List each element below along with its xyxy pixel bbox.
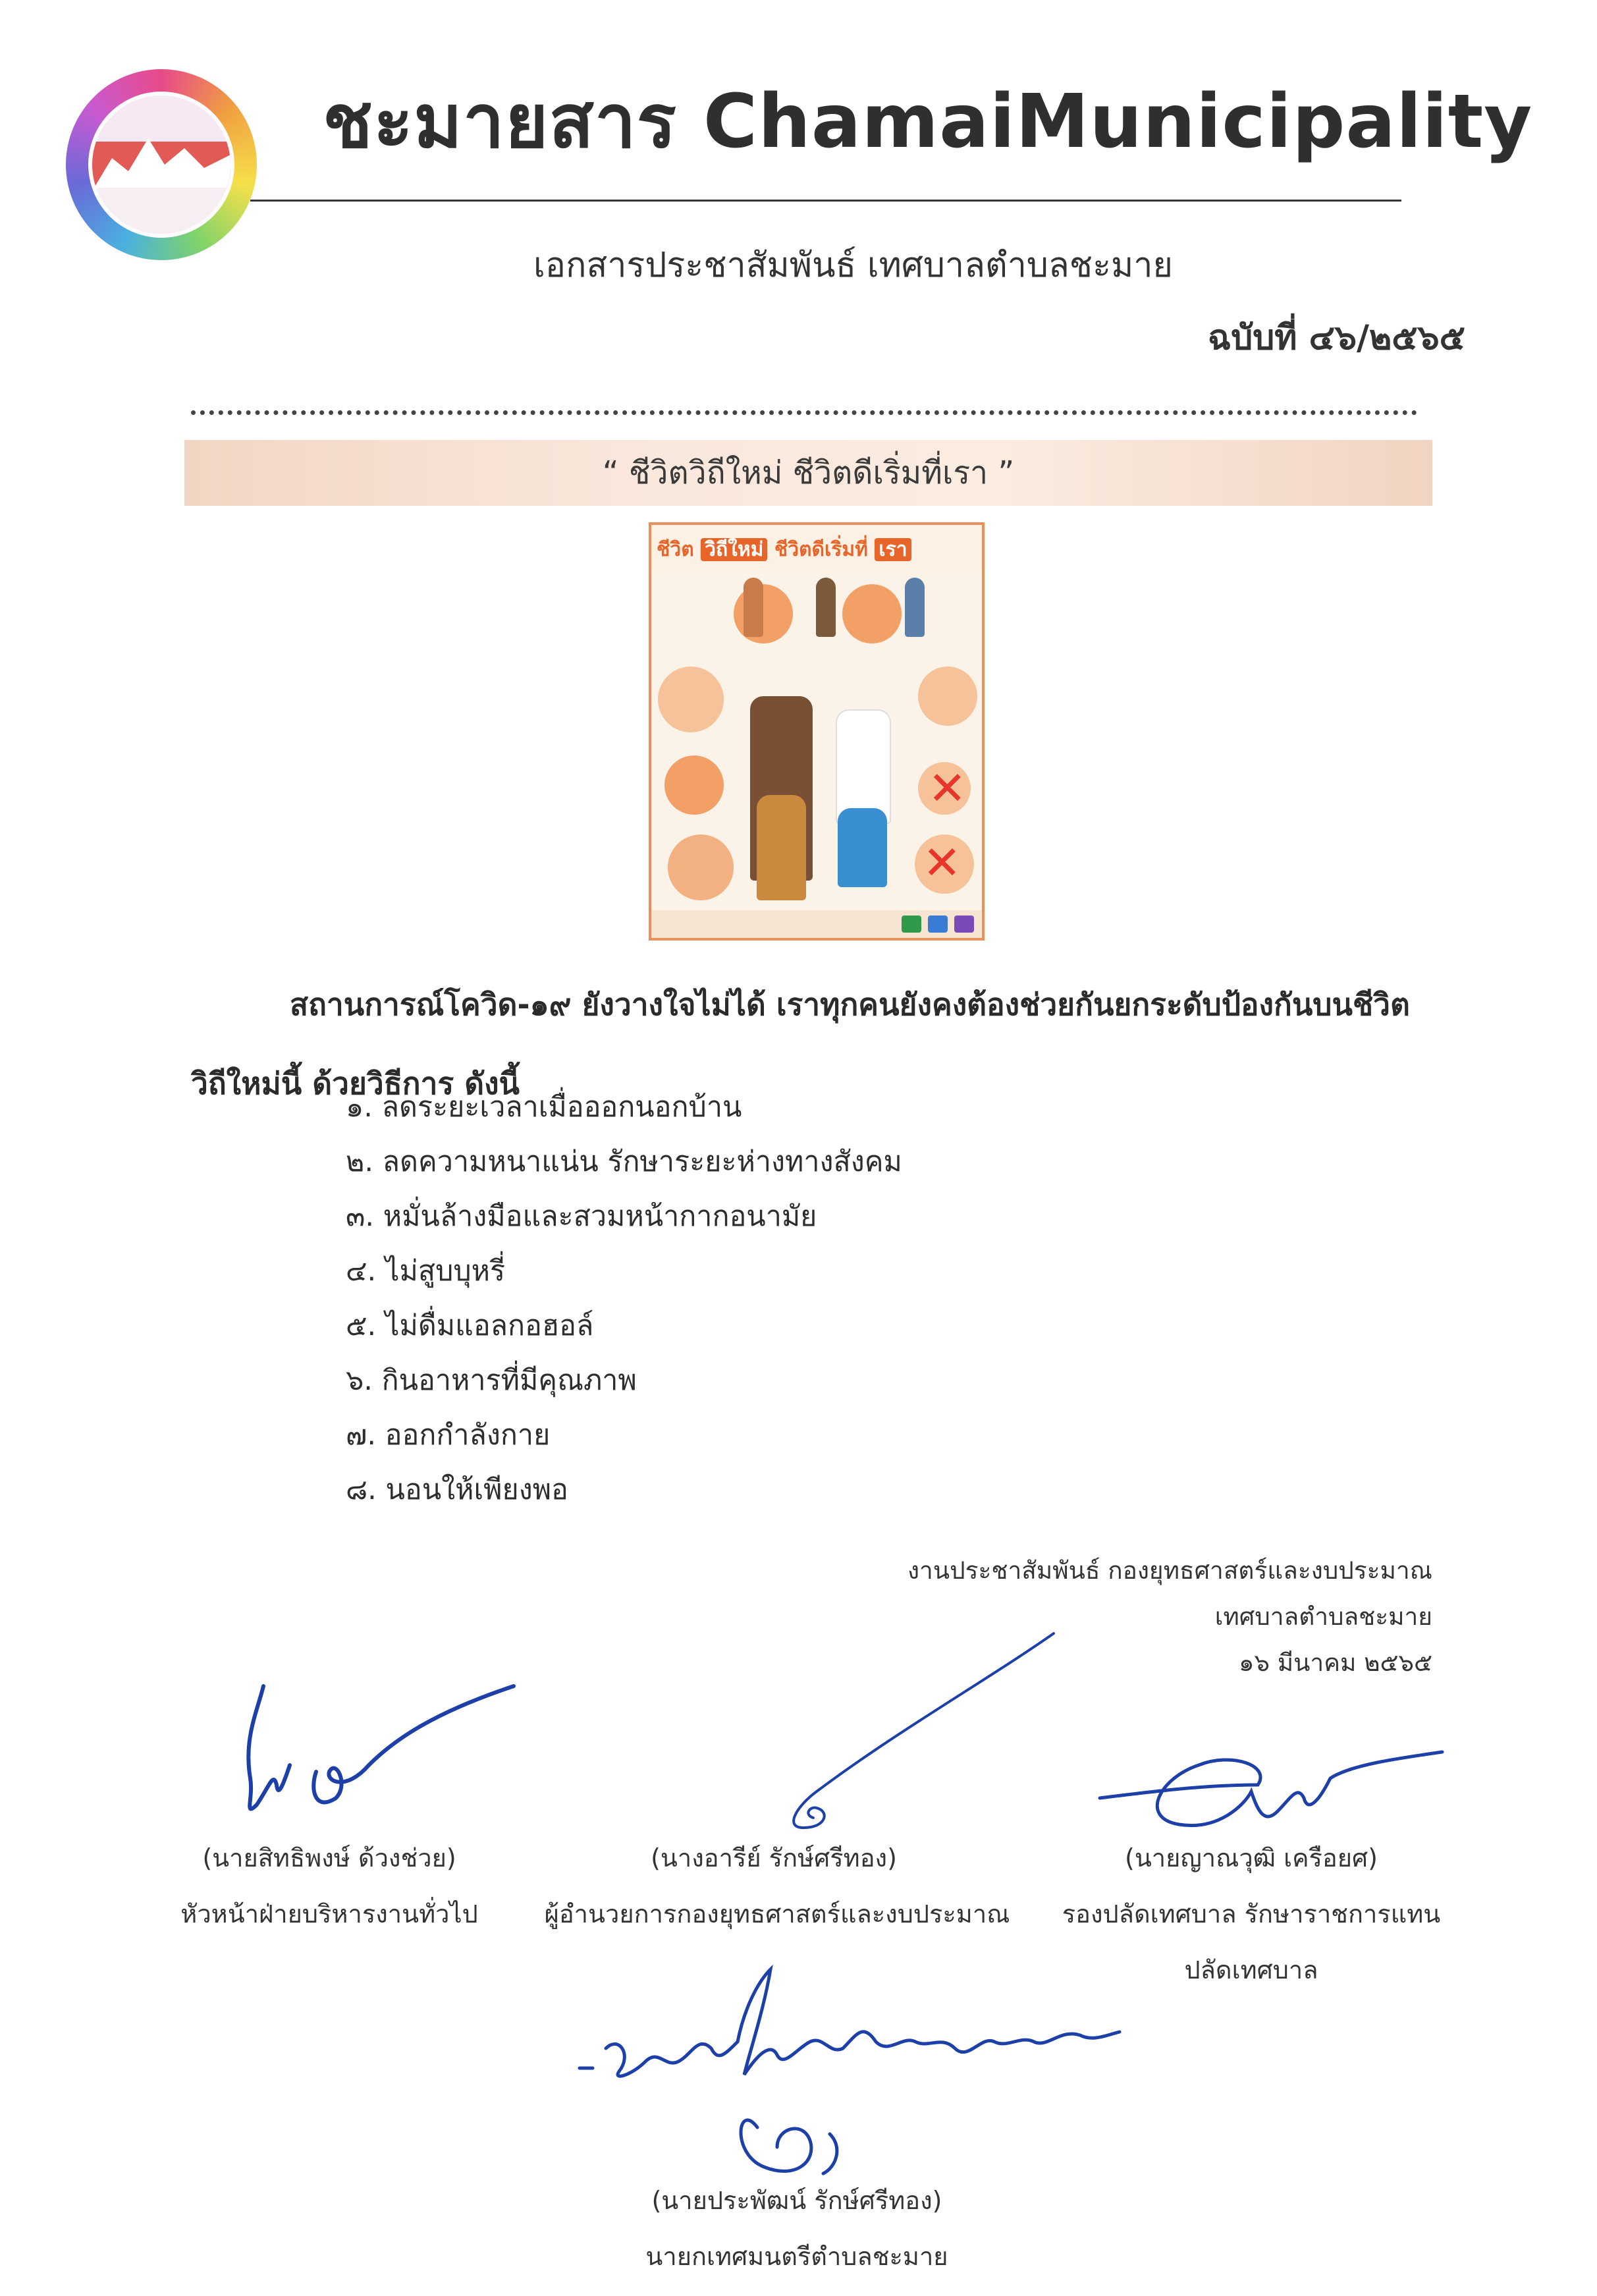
topic-banner: [184, 440, 1432, 506]
municipality-logo: [66, 69, 257, 260]
signatory-right-position: รองปลัดเทศบาล รักษาราชการแทน: [1062, 1900, 1441, 1928]
handwash-illustration: [918, 667, 977, 726]
man-trousers: [757, 795, 806, 900]
poster-title: [657, 534, 911, 565]
prevention-steps-list: [346, 1080, 902, 1517]
list-item: ๗. ออกกำลังกาย: [346, 1419, 551, 1452]
issue-number: ฉบับที่ ๔๖/๒๕๖๕: [1207, 318, 1465, 358]
header-divider: [250, 200, 1401, 202]
list-item: ๕. ไม่ดื่มแอลกอฮอล์: [346, 1309, 594, 1342]
list-item: ๖. กินอาหารที่มีคุณภาพ: [346, 1364, 637, 1397]
signatory-bottom-name: (นายประพัฒน์ รักษ์ศรีทอง): [651, 2186, 942, 2215]
signature-left: [237, 1686, 527, 1844]
issuer-department: งานประชาสัมพันธ์ กองยุทธศาสตร์และงบประมาณ: [907, 1556, 1432, 1585]
banner-title: “ ชีวิตวิถีใหม่ ชีวิตดีเริ่มที่เรา ”: [602, 454, 1015, 491]
cross-icon: ✕: [928, 761, 967, 815]
partner-logo: [902, 916, 921, 933]
poster-circle: [734, 584, 793, 643]
signatory-left-name: (นายสิทธิพงษ์ ด้วงช่วย): [202, 1844, 456, 1872]
poster-title-mid: ชีวิตดีเริ่มที่: [774, 538, 868, 561]
poster-title-highlight: วิถีใหม่: [701, 538, 767, 561]
partner-logo: [954, 916, 974, 933]
poster-figure: [905, 578, 925, 637]
woman-figure: [836, 709, 891, 824]
body-paragraph-text: สถานการณ์โควิด-๑๙ ยังวางใจไม่ได้ เราทุกคนยังคงต้องช่วยกันยกระดับป้องกันบนชีวิตวิถีใหม่นี้ ด้วยวิธีการ ดังนี้: [191, 987, 1410, 1101]
signature-bottom: [580, 1969, 1120, 2187]
signatory-right-name: (นายญาณวุฒิ เครือยศ): [1125, 1844, 1378, 1872]
poster-figure: [816, 578, 836, 637]
document-subtitle: เอกสารประชาสัมพันธ์ เทศบาลตำบลชะมาย: [533, 246, 1173, 285]
signatory-center-name: (นางอารีย์ รักษ์ศรีทอง): [651, 1844, 897, 1872]
woman-skirt: [838, 808, 887, 887]
poster-circle: [842, 584, 902, 643]
healthy-food-illustration: [668, 834, 734, 900]
newsletter-title: ชะมายสาร ChamaiMunicipality: [323, 79, 1533, 165]
partner-logo: [928, 916, 948, 933]
poster-title-end: เรา: [875, 538, 911, 561]
cross-icon: ✕: [923, 836, 961, 890]
mountain-icon: [92, 132, 230, 191]
list-item: ๘. นอนให้เพียงพอ: [346, 1473, 568, 1506]
poster-figure: [744, 578, 763, 637]
exercise-illustration: [664, 755, 724, 815]
signatory-bottom-position: นายกเทศมนตรีตำบลชะมาย: [645, 2242, 948, 2271]
list-item: ๔. ไม่สูบบุหรี่: [346, 1255, 506, 1288]
signature-center: [764, 1633, 1054, 1831]
signature-right: [1100, 1739, 1442, 1844]
new-normal-poster: [649, 522, 985, 941]
dotted-divider: [191, 410, 1417, 415]
issuer-organization: เทศบาลตำบลชะมาย: [1214, 1602, 1432, 1631]
list-item: ๓. หมั่นล้างมือและสวมหน้ากากอนามัย: [346, 1200, 817, 1233]
signatory-right-position-line2: ปลัดเทศบาล: [1184, 1955, 1318, 1984]
signatory-left-position: หัวหน้าฝ่ายบริหารงานทั่วไป: [180, 1900, 478, 1928]
sleep-illustration: [658, 667, 724, 732]
list-item: ๒. ลดความหนาแน่น รักษาระยะห่างทางสังคม: [346, 1145, 902, 1178]
issue-date: ๑๖ มีนาคม ๒๕๖๕: [1239, 1649, 1432, 1677]
list-item: ๑. ลดระยะเวลาเมื่อออกนอกบ้าน: [346, 1091, 742, 1124]
signatory-center-position: ผู้อำนวยการกองยุทธศาสตร์และงบประมาณ: [544, 1900, 1010, 1928]
poster-title-prefix: ชีวิต: [657, 538, 694, 561]
